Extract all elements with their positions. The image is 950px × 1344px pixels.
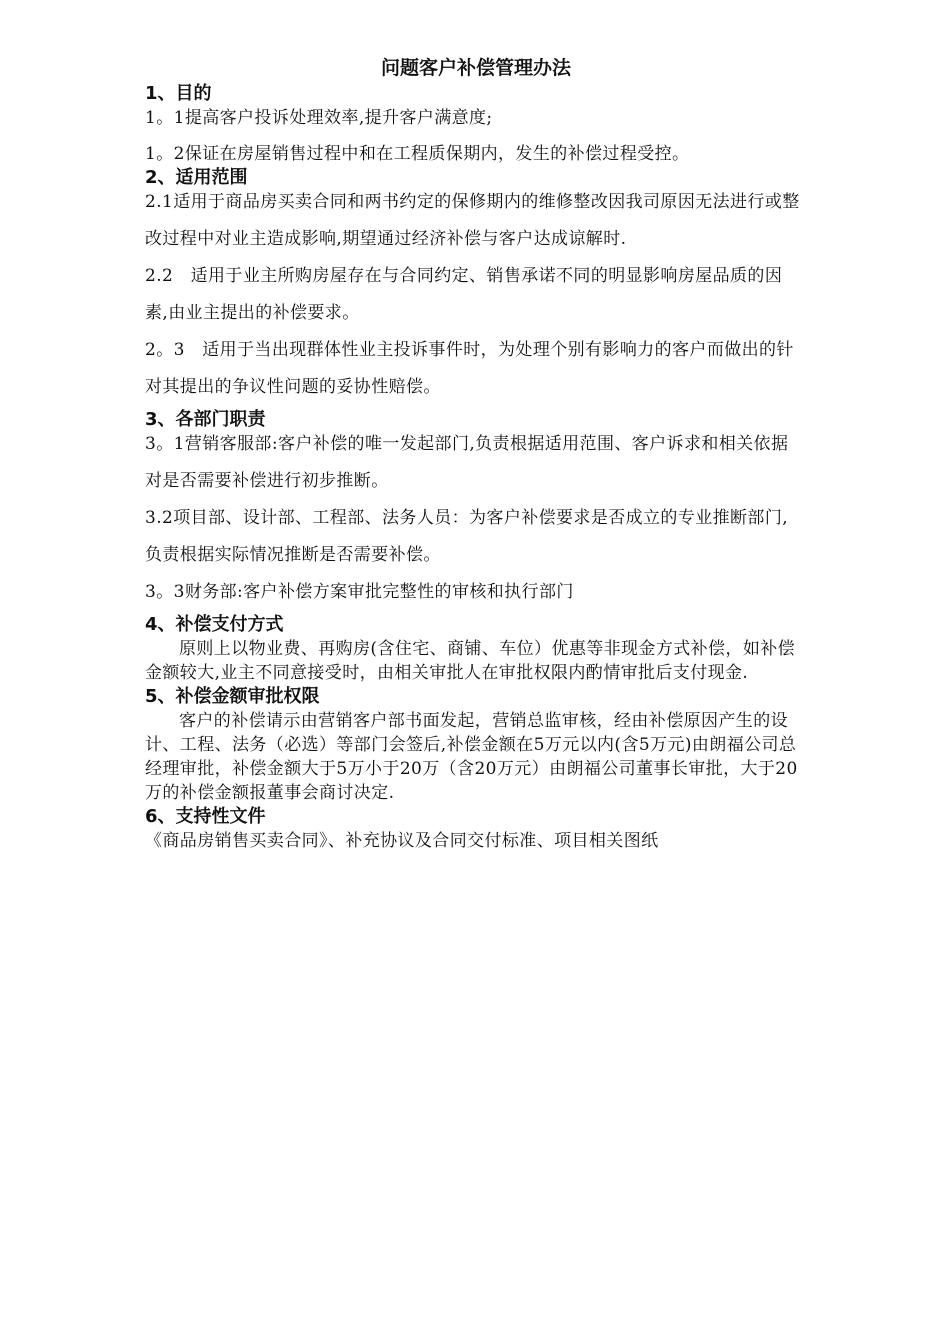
section-paragraph: 3。1营销客服部:客户补偿的唯一发起部门,负责根据适用范围、客户诉求和相关依据对是否需要补偿进行初步推断。 xyxy=(145,434,789,491)
section-paragraph: 原则上以物业费、再购房(含住宅、商铺、车位）优惠等非现金方式补偿，如补偿金额较大,业主不同意接受时，由相关审批人在审批权限内酌情审批后支付现金. xyxy=(145,639,796,683)
section-approval-authority xyxy=(145,685,805,805)
document-body xyxy=(145,54,805,853)
section-heading: 5、补偿金额审批权限 xyxy=(145,686,320,707)
section-heading: 3、各部门职责 xyxy=(145,409,266,430)
section-heading: 4、补偿支付方式 xyxy=(145,614,284,635)
section-heading: 6、支持性文件 xyxy=(145,806,266,827)
section-paragraph: 《商品房销售买卖合同》、补充协议及合同交付标准、项目相关图纸 xyxy=(145,831,659,851)
section-paragraph: 1。2保证在房屋销售过程中和在工程质保期内，发生的补偿过程受控。 xyxy=(145,144,690,164)
section-paragraph: 2。3 适用于当出现群体性业主投诉事件时，为处理个别有影响力的客户而做出的针对其提出的争议性问题的妥协性赔偿。 xyxy=(145,340,794,397)
section-paragraph: 1。1提高客户投诉处理效率,提升客户满意度; xyxy=(145,108,493,128)
section-paragraph: 3.2项目部、设计部、工程部、法务人员：为客户补偿要求是否成立的专业推断部门,负责根据实际情况推断是否需要补偿。 xyxy=(145,508,789,565)
document-title: 问题客户补偿管理办法 xyxy=(380,57,571,79)
section-paragraph: 客户的补偿请示由营销客户部书面发起，营销总监审核，经由补偿原因产生的设计、工程、法务（必选）等部门会签后,补偿金额在5万元以内(含5万元)由朗福公司总经理审批，补偿金额大于5万小于20万（含20万元）由朗福公司董事长审批，大于20万的补偿金额报董事会商讨决定. xyxy=(145,711,798,803)
section-purpose xyxy=(145,82,805,166)
section-supporting-documents xyxy=(145,805,805,853)
section-heading: 1、目的 xyxy=(145,83,212,104)
section-paragraph: 3。3财务部:客户补偿方案审批完整性的审核和执行部门 xyxy=(145,582,574,602)
section-payment-method xyxy=(145,613,805,685)
section-scope xyxy=(145,166,805,406)
section-responsibilities xyxy=(145,408,805,611)
section-paragraph: 2.1适用于商品房买卖合同和两书约定的保修期内的维修整改因我司原因无法进行或整改过程中对业主造成影响,期望通过经济补偿与客户达成谅解时. xyxy=(145,192,800,249)
section-heading: 2、适用范围 xyxy=(145,167,248,188)
section-paragraph: 2.2 适用于业主所购房屋存在与合同约定、销售承诺不同的明显影响房屋品质的因素,由业主提出的补偿要求。 xyxy=(145,266,783,323)
